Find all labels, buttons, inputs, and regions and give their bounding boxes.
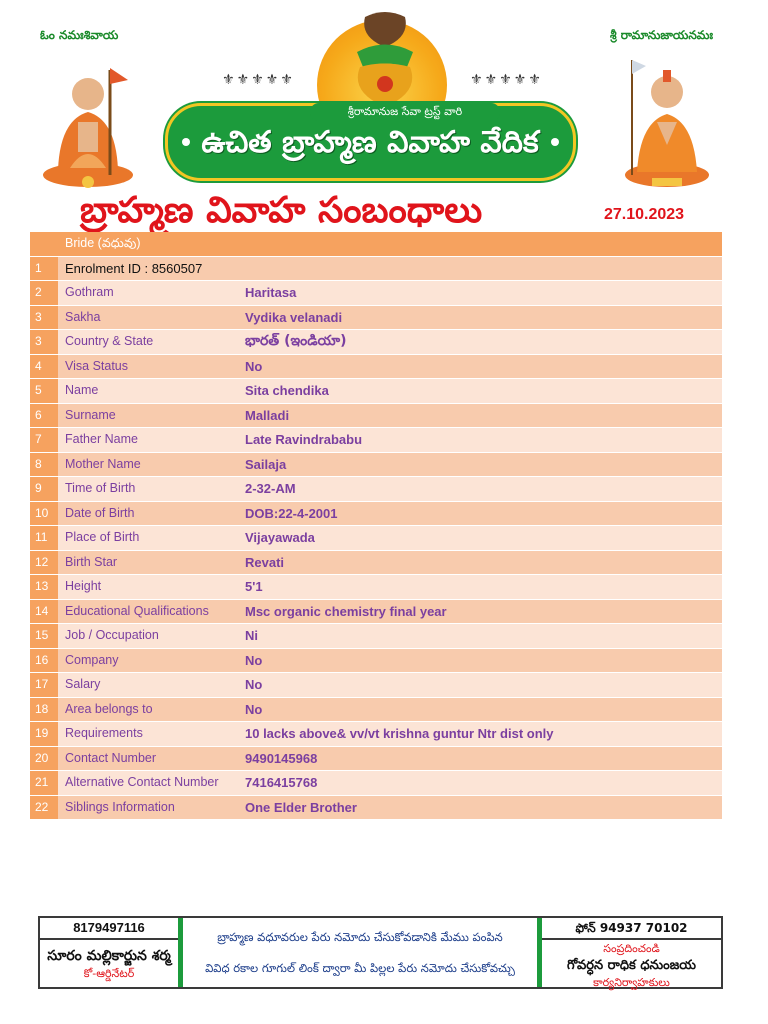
organizer-name: గోవర్ధన రాధిక ధనుంజయ xyxy=(567,958,696,973)
table-row xyxy=(30,698,722,723)
table-row xyxy=(30,722,722,747)
field-value: 5'1 xyxy=(237,575,722,599)
field-value: Ni xyxy=(237,624,722,648)
field-label: Area belongs to xyxy=(58,698,237,722)
field-label: Mother Name xyxy=(58,453,237,477)
table-row xyxy=(30,477,722,502)
field-label: Gothram xyxy=(58,281,237,305)
field-label: Father Name xyxy=(58,428,237,452)
field-value: Msc organic chemistry final year xyxy=(237,600,722,624)
footer-coordinator xyxy=(40,918,178,987)
field-value: No xyxy=(237,649,722,673)
row-number: 12 xyxy=(30,551,58,575)
row-number: 11 xyxy=(30,526,58,550)
row-number: 15 xyxy=(30,624,58,648)
row-number: 2 xyxy=(30,281,58,305)
row-number: 20 xyxy=(30,747,58,771)
field-label: Requirements xyxy=(58,722,237,746)
field-value: Sita chendika xyxy=(237,379,722,403)
organizer-role: కార్యనిర్వాహకులు xyxy=(593,976,670,989)
table-header-label: Bride (వధువు) xyxy=(58,232,237,256)
table-row xyxy=(30,379,722,404)
table-row xyxy=(30,306,722,331)
field-label: Siblings Information xyxy=(58,796,237,820)
field-value: One Elder Brother xyxy=(237,796,722,820)
coordinator-role: కో-ఆర్డినేటర్ xyxy=(83,967,135,980)
row-number: 1 xyxy=(30,257,58,281)
table-row xyxy=(30,575,722,600)
field-label: Date of Birth xyxy=(58,502,237,526)
row-number: 3 xyxy=(30,306,58,330)
top-right-text: శ్రీ రామానుజాయనమః xyxy=(609,28,713,42)
row-number: 9 xyxy=(30,477,58,501)
row-number: 10 xyxy=(30,502,58,526)
table-row xyxy=(30,600,722,625)
table-row xyxy=(30,551,722,576)
row-number: 16 xyxy=(30,649,58,673)
field-label: Height xyxy=(58,575,237,599)
field-label: Contact Number xyxy=(58,747,237,771)
field-label: Surname xyxy=(58,404,237,428)
field-value: భారత్ (ఇండియా) xyxy=(237,330,722,354)
decorative-icons-right: ⚜⚜⚜⚜⚜ xyxy=(470,72,543,88)
table-header-row xyxy=(30,232,722,257)
footer-message-line1: బ్రాహ్మణ వధూవరుల పేరు నమోదు చేసుకోవడానికి మేము పంపిన xyxy=(217,930,503,944)
table-row xyxy=(30,796,722,821)
field-value: Vydika velanadi xyxy=(237,306,722,330)
row-number: 4 xyxy=(30,355,58,379)
row-number: 14 xyxy=(30,600,58,624)
table-row xyxy=(30,428,722,453)
footer-message-line2: వివిధ రకాల గూగుల్ లింక్ ద్వారా మీ పిల్లల పేరు నమోదు చేసుకోవచ్చు xyxy=(205,961,515,975)
field-label: Birth Star xyxy=(58,551,237,575)
table-row xyxy=(30,330,722,355)
table-row xyxy=(30,453,722,478)
field-value: Vijayawada xyxy=(237,526,722,550)
field-label: Company xyxy=(58,649,237,673)
field-value: No xyxy=(237,698,722,722)
table-row xyxy=(30,526,722,551)
field-label: Name xyxy=(58,379,237,403)
banner-subtitle: శ్రీరామానుజ సేవా ట్రస్ట్ వారి xyxy=(310,103,500,121)
field-label: Country & State xyxy=(58,330,237,354)
field-value: No xyxy=(237,355,722,379)
banner-dot-left xyxy=(182,138,190,146)
row-number: 21 xyxy=(30,771,58,795)
page-title: బ్రాహ్మణ వివాహ సంబంధాలు xyxy=(80,190,483,231)
field-value: Sailaja xyxy=(237,453,722,477)
field-label: Job / Occupation xyxy=(58,624,237,648)
kalasam-icon xyxy=(345,12,425,112)
field-label: Place of Birth xyxy=(58,526,237,550)
row-number: 13 xyxy=(30,575,58,599)
table-row xyxy=(30,502,722,527)
field-value: Late Ravindrababu xyxy=(237,428,722,452)
organizer-phone: ఫోన్ 94937 70102 xyxy=(542,918,721,940)
field-value: 9490145968 xyxy=(237,747,722,771)
saint-left-image xyxy=(38,50,138,190)
organizer-contact-label: సంప్రదించండి xyxy=(603,942,660,955)
field-value: Revati xyxy=(237,551,722,575)
footer-organizer xyxy=(542,918,721,987)
row-number: 19 xyxy=(30,722,58,746)
saint-right-image xyxy=(612,50,712,190)
field-label: Sakha xyxy=(58,306,237,330)
table-row xyxy=(30,673,722,698)
row-number: 3 xyxy=(30,330,58,354)
row-number: 5 xyxy=(30,379,58,403)
table-row xyxy=(30,624,722,649)
decorative-icons-left: ⚜⚜⚜⚜⚜ xyxy=(222,72,295,88)
enrolment-id: Enrolment ID : 8560507 xyxy=(58,257,722,281)
footer-message xyxy=(178,918,542,987)
field-value: 7416415768 xyxy=(237,771,722,795)
table-row xyxy=(30,649,722,674)
field-value: DOB:22-4-2001 xyxy=(237,502,722,526)
field-value: Malladi xyxy=(237,404,722,428)
field-label: Time of Birth xyxy=(58,477,237,501)
table-row xyxy=(30,771,722,796)
row-number: 18 xyxy=(30,698,58,722)
row-number xyxy=(30,232,58,256)
table-header-value xyxy=(237,232,722,256)
top-left-text: ఓం నమఃశివాయ xyxy=(40,28,119,42)
enrolment-row xyxy=(30,257,722,282)
row-number: 22 xyxy=(30,796,58,820)
row-number: 17 xyxy=(30,673,58,697)
row-number: 8 xyxy=(30,453,58,477)
row-number: 7 xyxy=(30,428,58,452)
field-value: Haritasa xyxy=(237,281,722,305)
field-value: 2-32-AM xyxy=(237,477,722,501)
bride-details-table xyxy=(30,232,722,820)
table-row xyxy=(30,355,722,380)
table-row xyxy=(30,747,722,772)
banner-title: ఉచిత బ్రాహ్మణ వివాహ వేదిక xyxy=(201,125,539,160)
row-number: 6 xyxy=(30,404,58,428)
field-label: Visa Status xyxy=(58,355,237,379)
coordinator-phone: 8179497116 xyxy=(40,918,178,940)
field-value: 10 lacks above& vv/vt krishna guntur Ntr dist only xyxy=(237,722,722,746)
banner-dot-right xyxy=(551,138,559,146)
field-value: No xyxy=(237,673,722,697)
footer-box xyxy=(38,916,723,989)
field-label: Educational Qualifications xyxy=(58,600,237,624)
page-date: 27.10.2023 xyxy=(604,206,685,223)
table-row xyxy=(30,404,722,429)
field-label: Salary xyxy=(58,673,237,697)
table-row xyxy=(30,281,722,306)
coordinator-name: సూరం మల్లికార్జున శర్మ xyxy=(47,948,171,964)
field-label: Alternative Contact Number xyxy=(58,771,237,795)
